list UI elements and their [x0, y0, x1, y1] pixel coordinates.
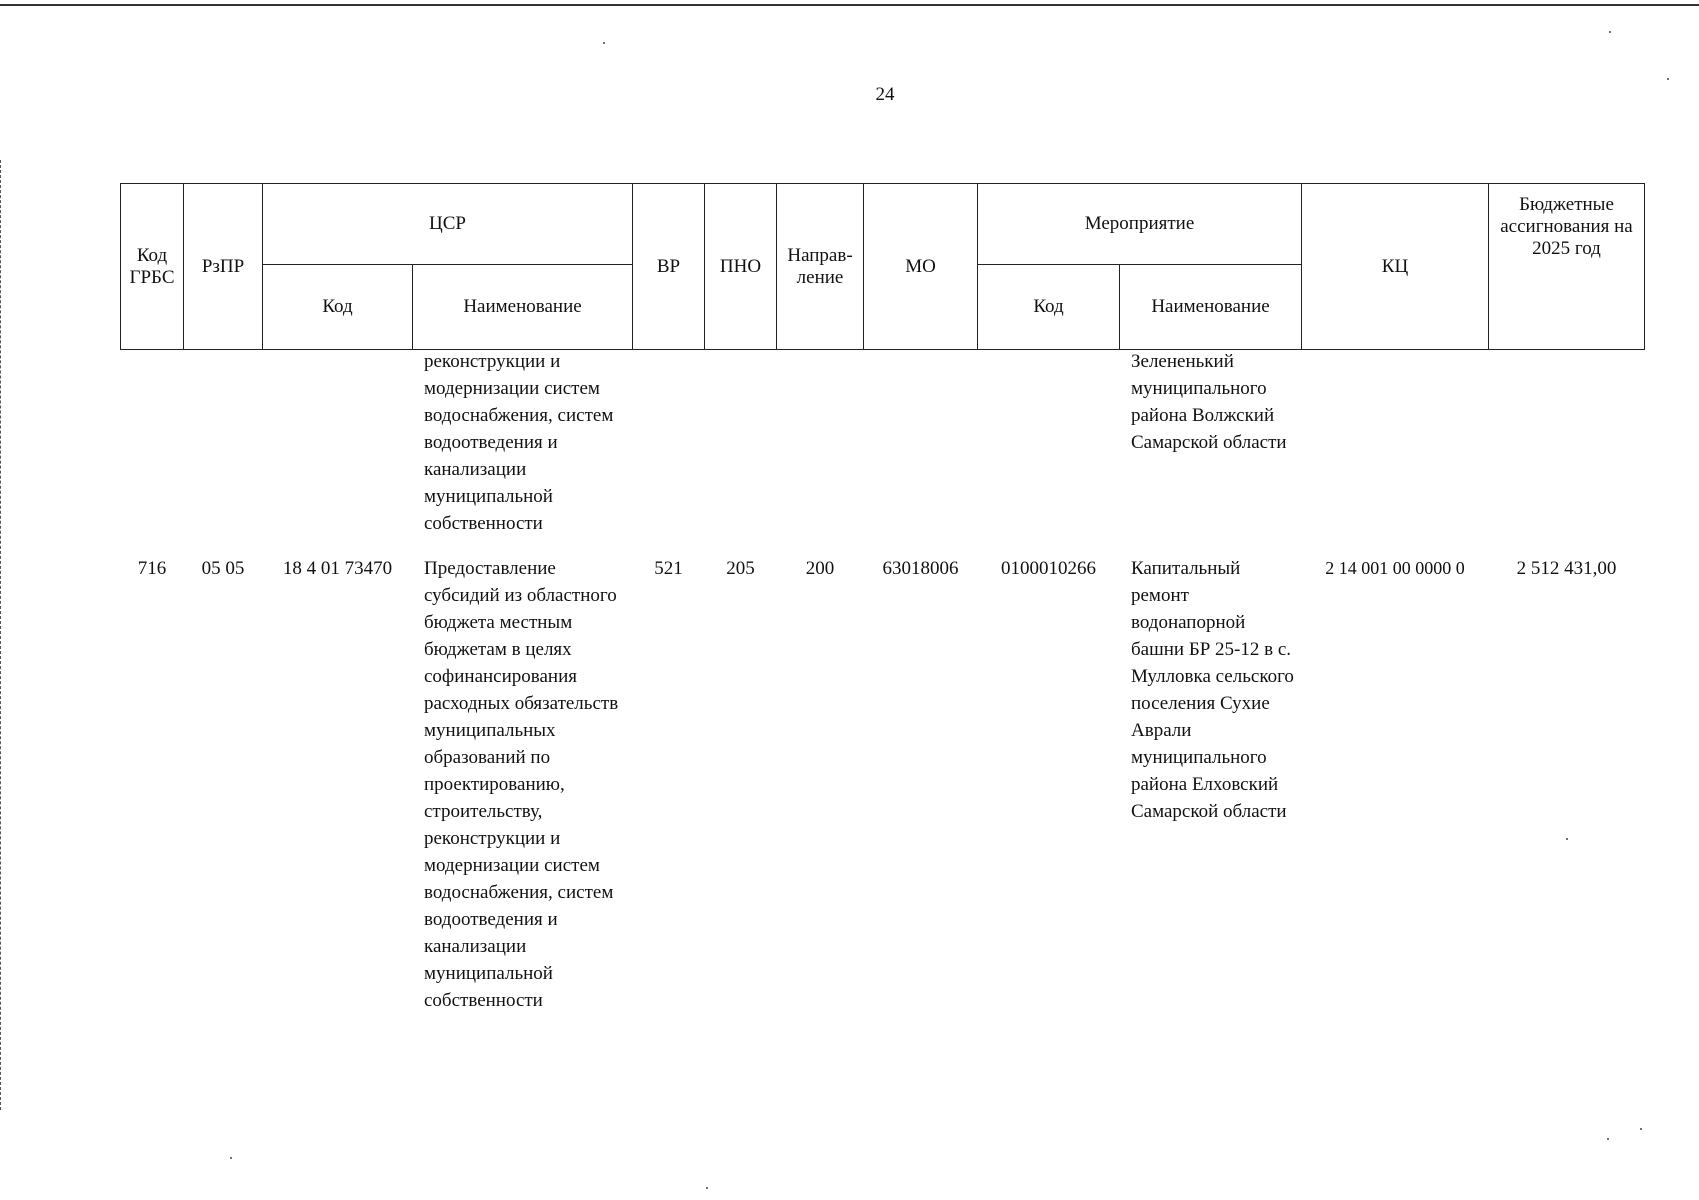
header-pno: ПНО	[704, 183, 777, 350]
cell-kc: 2 14 001 00 0000 0	[1325, 558, 1465, 578]
scan-speck	[1640, 1128, 1642, 1130]
scan-speck	[1667, 78, 1669, 80]
header-mo: МО	[863, 183, 978, 350]
header-kod-grbs: Код ГРБС	[120, 183, 184, 350]
scan-speck	[603, 42, 605, 44]
scan-speck	[1566, 838, 1568, 840]
cell-csr-kod: 18 4 01 73470	[282, 558, 393, 579]
header-napravlenie: Направ-ление	[776, 183, 864, 350]
header-csr-naim: Наименование	[412, 264, 633, 350]
cell-budget: 2 512 431,00	[1516, 558, 1617, 579]
scan-speck	[1607, 1138, 1609, 1140]
header-csr: ЦСР	[262, 183, 633, 265]
cell-vr: 521	[654, 558, 683, 579]
cell-mer-naim: Капитальный ремонт водонапорной башни БР 25-12 в с. Мулловка сельского поселения Сухие Аврали муниципального района Елховский Самарской области	[1131, 558, 1294, 822]
cell-pno: 205	[726, 558, 755, 579]
cell-napravlenie: 200	[805, 558, 835, 579]
header-mer-kod: Код	[977, 264, 1120, 350]
header-vr: ВР	[632, 183, 705, 350]
header-rzpr: РзПР	[183, 183, 263, 350]
cell-mer-naim-continuation: Зелененький муниципального района Волжский Самарской области	[1131, 351, 1287, 453]
header-budget: Бюджетные ассигнования на 2025 год	[1488, 183, 1645, 350]
cell-rzpr: 05 05	[201, 558, 245, 579]
page-number: 24	[875, 84, 895, 105]
cell-mer-kod: 0100010266	[1001, 558, 1096, 579]
scan-speck	[230, 1157, 232, 1159]
scan-speck	[1609, 31, 1611, 33]
top-scan-rule	[0, 4, 1699, 6]
left-scan-edge	[0, 160, 2, 1110]
header-mer-naim: Наименование	[1119, 264, 1302, 350]
scan-speck	[706, 1187, 708, 1189]
cell-mo: 63018006	[882, 558, 959, 579]
table-header	[120, 183, 1645, 350]
cell-kod-grbs: 716	[137, 558, 167, 579]
cell-csr-naim-continuation: реконструкции и модернизации систем водоснабжения, систем водоотведения и канализации муниципальной собственности	[424, 351, 614, 534]
cell-csr-naim: Предоставление субсидий из областного бюджета местным бюджетам в целях софинансирования расходных обязательств муниципальных образований по проектированию, строительству, реконструкции и модернизации систем водоснабжения, систем водоотведения и канализации муниципальной собственности	[424, 558, 619, 1011]
header-csr-kod: Код	[262, 264, 413, 350]
header-kc: КЦ	[1301, 183, 1489, 350]
header-meropriyatie: Мероприятие	[977, 183, 1302, 265]
